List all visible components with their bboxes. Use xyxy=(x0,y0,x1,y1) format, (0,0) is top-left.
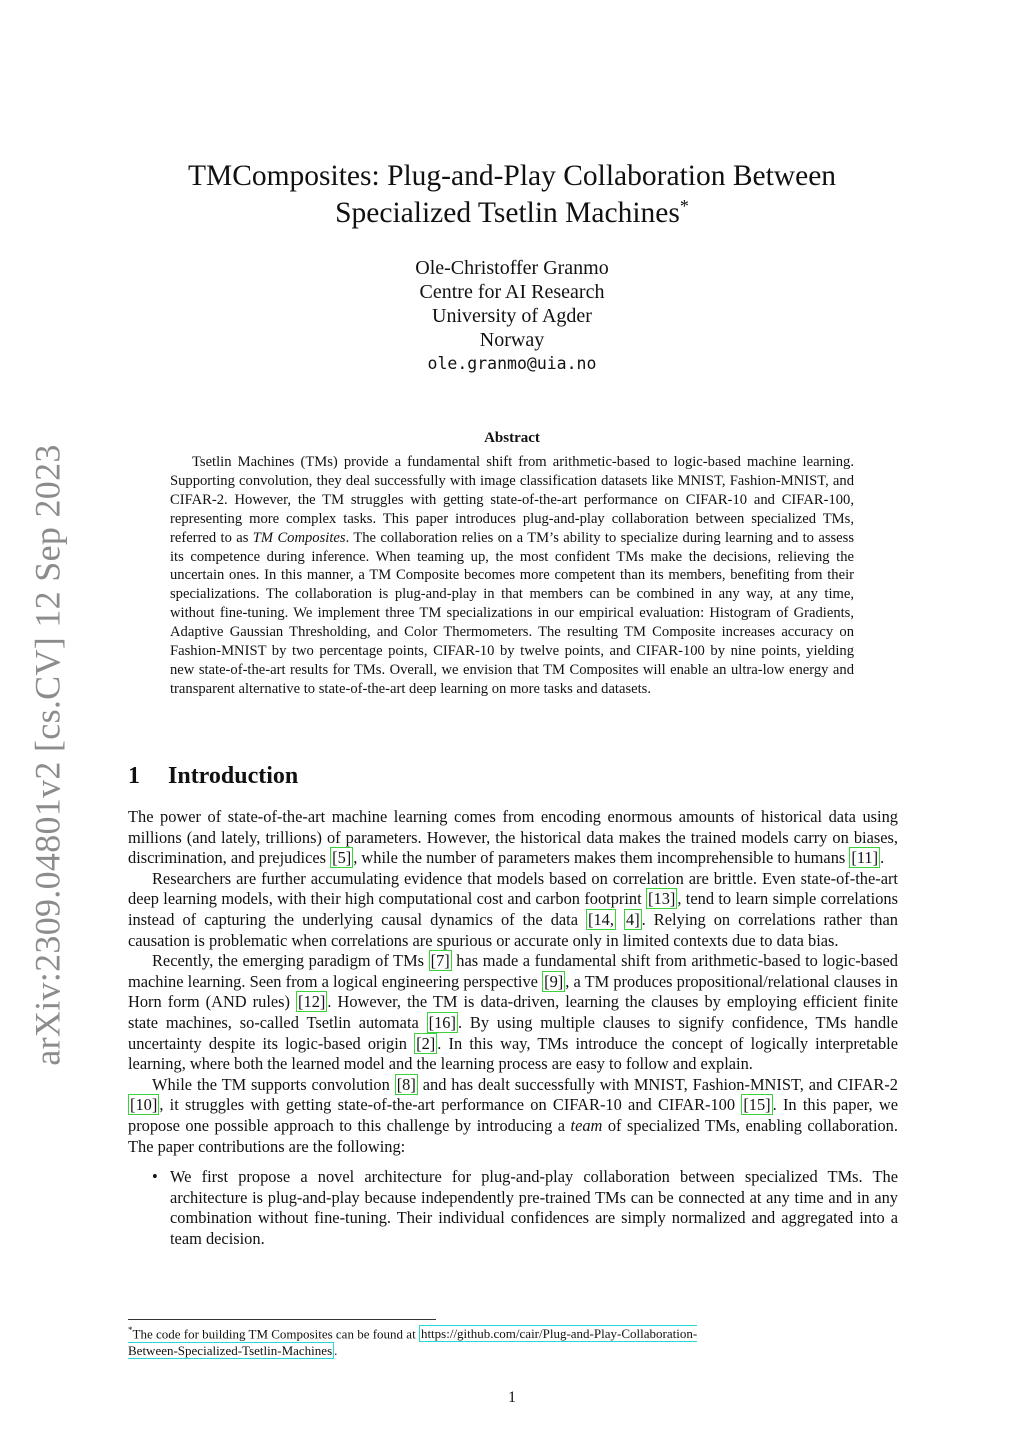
citation-link[interactable]: [10] xyxy=(130,1095,158,1115)
author-affiliation-1: Centre for AI Research xyxy=(419,281,605,303)
abstract-body xyxy=(170,453,854,699)
citation-link[interactable]: 4] xyxy=(626,909,640,929)
paragraph-2: Researchers are further accumulating evidence that models based on correlation are brittle. Even state-of-the-art deep learning models, with their high computational cost and carbon footprint [13] , tend to learn simple correlations instead of capturing the underlying causal dynamics of the data [14, 4] . Relying on correlations rather than causation is problematic when correlations are spurious or accurate only in limited contexts due to data bias. xyxy=(128,868,899,950)
footnote: *The code for building TM Composites can be found at https://github.com/cair/Plug-and-Play-Collaboration- Between-Specialized-Tsetlin-Machines . xyxy=(128,1325,698,1359)
section-title: Introduction xyxy=(168,763,299,789)
footnote-marker: * xyxy=(128,1325,133,1335)
citation-link[interactable]: [11] xyxy=(851,848,879,868)
paragraph-1: The power of state-of-the-art machine learning comes from encoding enormous amounts of historical data using millions (and lately, trillions) of parameters. However, the historical data makes the trained models carry on biases, discrimination, and prejudices [5] , while the number of parameters makes them incomprehensible to humans [11] . xyxy=(128,807,898,868)
citation-link[interactable]: [8] xyxy=(396,1074,416,1094)
citation-link[interactable]: [13] xyxy=(648,889,676,909)
citation-link[interactable]: [14, xyxy=(588,909,614,929)
citation-link[interactable]: [7] xyxy=(430,951,450,971)
title-line-1: TMComposites: Plug-and-Play Collaboration Between xyxy=(187,160,837,192)
abstract-emphasis: TM Composites xyxy=(252,529,346,546)
paragraph-3: Recently, the emerging paradigm of TMs [7] has made a fundamental shift from arithmetic-based to logic-based machine learning. Seen from a logical engineering perspective [9] , a TM produces propositional/relational clauses in Horn form (AND rules) [12] . However, the TM is data-driven, learning the clauses by employing efficient finite state machines, so-called Tsetlin automata [16] . By using multiple clauses to signify confidence, TMs handle uncertainty despite its logic-based origin [2] . In this way, TMs introduce the concept of logically interpretable learning, where both the learned model and the learning process are easy to follow and explain. xyxy=(128,951,898,1074)
citation-link[interactable]: [5] xyxy=(332,848,352,868)
paragraph-4: While the TM supports convolution [8] and has dealt successfully with MNIST, Fashion-MNIST, and CIFAR-2 [10] , it struggles with getting state-of-the-art performance on CIFAR-10 and CIFAR-100 [15] . In this paper, we propose one possible approach to this challenge by introducing a team of specialized TMs, enabling collaboration. The paper contributions are the following: xyxy=(128,1074,898,1156)
citation-link[interactable]: [2] xyxy=(416,1033,436,1053)
paper-title xyxy=(0,158,1024,232)
author-block xyxy=(0,256,1024,376)
contributions-list xyxy=(128,1167,898,1249)
citation-link[interactable]: [9] xyxy=(544,971,564,991)
citation-link[interactable]: [12] xyxy=(298,992,326,1012)
author-country: Norway xyxy=(479,329,545,351)
introduction-body xyxy=(128,807,898,1249)
section-heading-introduction xyxy=(128,763,298,790)
title-line-2: Specialized Tsetlin Machines* xyxy=(335,196,689,229)
author-name: Ole-Christoffer Granmo xyxy=(415,257,609,279)
author-email[interactable]: ole.granmo@uia.no xyxy=(427,354,597,373)
citation-link[interactable]: [15] xyxy=(743,1095,771,1115)
title-footnote-marker[interactable]: * xyxy=(679,196,689,216)
page-number: 1 xyxy=(508,1389,516,1406)
code-repository-link[interactable]: https://github.com/cair/Plug-and-Play-Collaboration- Between-Specialized-Tsetlin-Machines xyxy=(128,1326,698,1359)
arxiv-identifier-stamp xyxy=(20,444,76,1066)
list-item: • We first propose a novel architecture for plug-and-play collaboration between specialized TMs. The architecture is plug-and-play because independently pre-trained TMs can be connected at any time and in any combination without fine-tuning. Their individual confidences are simply normalized and aggregated into a team decision. xyxy=(152,1167,898,1248)
abstract-heading: Abstract xyxy=(484,430,540,446)
footnote-divider xyxy=(128,1319,436,1320)
emphasis-team: team xyxy=(570,1115,603,1135)
citation-link[interactable]: [16] xyxy=(428,1012,456,1032)
abstract-paragraph: Tsetlin Machines (TMs) provide a fundamental shift from arithmetic-based to logic-based machine learning. Supporting convolution, they deal successfully with image classification datasets like MNIST, Fashion-MNIST, and CIFAR-2. However, the TM struggles with getting state-of-the-art performance on CIFAR-10 and CIFAR-100, representing more complex tasks. This paper introduces plug-and-play collaboration between specialized TMs, referred to as TM Composites. The collaboration relies on a TM’s ability to specialize during learning and to assess its competence during inference. When teaming up, the most confident TMs make the decisions, relieving the uncertain ones. In this manner, a TM Composite becomes more competent than its members, benefiting from their specializations. The collaboration is plug-and-play in that members can be combined in any way, at any time, without fine-tuning. We implement three TM specializations in our empirical evaluation: Histogram of Gradients, Adaptive Gaussian Thresholding, and Color Thermometers. The resulting TM Composite increases accuracy on Fashion-MNIST by two percentage points, CIFAR-10 by twelve points, and CIFAR-100 by nine points, yielding new state-of-the-art results for TMs. Overall, we envision that TM Composites will enable an ultra-low energy and transparent alternative to state-of-the-art deep learning on more tasks and datasets. xyxy=(170,454,855,697)
arxiv-stamp-text: arXiv:2309.04801v2 [cs.CV] 12 Sep 2023 xyxy=(28,444,68,1066)
bullet-icon: • xyxy=(152,1167,158,1187)
section-number: 1 xyxy=(128,763,140,789)
author-affiliation-2: University of Agder xyxy=(432,305,592,327)
